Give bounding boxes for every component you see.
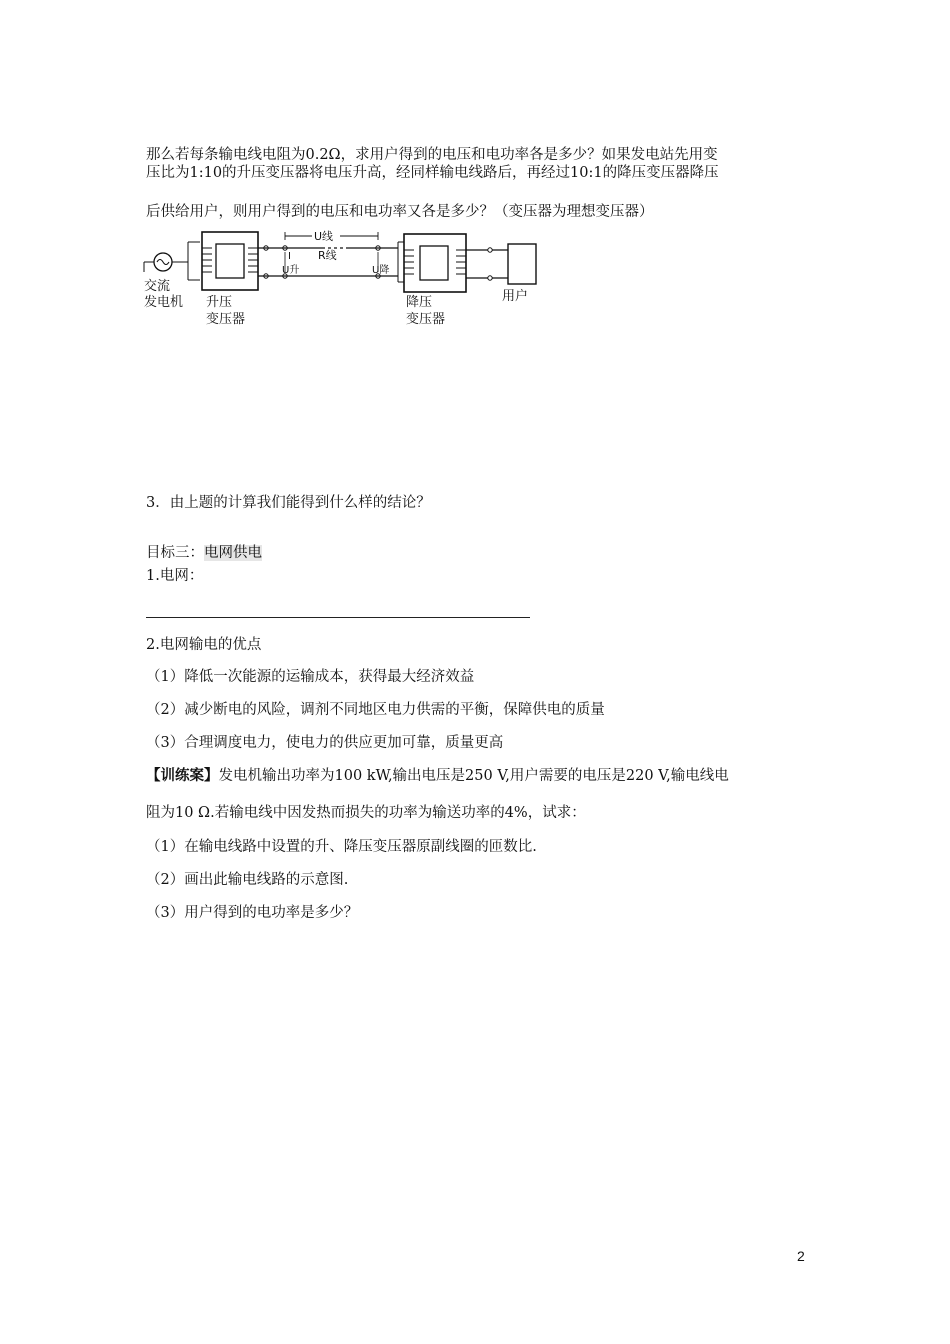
page-number: 2 xyxy=(797,1248,805,1264)
answer-blank-line xyxy=(146,617,530,618)
user-label: 用户 xyxy=(502,289,529,304)
advantage-2: （2）减少断电的风险，调剂不同地区电力供需的平衡，保障供电的质量 xyxy=(146,702,605,718)
current-label: I xyxy=(288,251,291,262)
training-q1: （1）在输电线路中设置的升、降压变压器原副线圈的匝数比. xyxy=(146,839,537,855)
problem-line-2: 压比为1:10的升压变压器将电压升高，经同样输电线路后，再经过10:1的降压变压器降压 xyxy=(146,165,719,181)
generator-label-2: 发电机 xyxy=(144,295,184,310)
r-line-label: R线 xyxy=(318,249,337,262)
u-line-label: U线 xyxy=(314,230,334,243)
goal-3-prefix: 目标三： xyxy=(146,545,204,561)
power-transmission-diagram xyxy=(140,226,560,336)
advantage-3: （3）合理调度电力，使电力的供应更加可靠，质量更高 xyxy=(146,735,504,751)
goal-3-heading xyxy=(146,543,262,563)
step-up-transformer-icon xyxy=(202,232,258,290)
step-up-label-2: 变压器 xyxy=(206,312,246,327)
grid-item-1: 1.电网： xyxy=(146,568,204,584)
training-tag: 【训练案】 xyxy=(146,768,219,784)
problem-line-3: 后供给用户，则用户得到的电压和电功率又各是多少？（变压器为理想变压器） xyxy=(146,204,654,220)
step-down-label-1: 降压 xyxy=(406,295,433,310)
question-3: 3．由上题的计算我们能得到什么样的结论？ xyxy=(146,495,431,511)
training-q3: （3）用户得到的电功率是多少？ xyxy=(146,905,359,921)
step-down-transformer-icon xyxy=(404,234,466,292)
training-line-1 xyxy=(146,766,729,786)
training-q2: （2）画出此输电线路的示意图. xyxy=(146,872,349,888)
generator-label-1: 交流 xyxy=(144,279,171,294)
user-load-icon xyxy=(508,244,536,284)
step-down-label-2: 变压器 xyxy=(406,312,446,327)
problem-line-1: 那么若每条输电线电阻为0.2Ω，求用户得到的电压和电功率各是多少？如果发电站先用变 xyxy=(146,147,718,163)
u-up-label: U升 xyxy=(282,265,300,276)
u-down-label: U降 xyxy=(372,265,390,276)
advantage-1: （1）降低一次能源的运输成本，获得最大经济效益 xyxy=(146,669,475,685)
step-up-label-1: 升压 xyxy=(206,295,233,310)
training-line-2: 阻为10 Ω.若输电线中因发热而损失的功率为输送功率的4%，试求： xyxy=(146,805,586,821)
grid-item-2: 2.电网输电的优点 xyxy=(146,637,262,653)
training-text-1: 发电机输出功率为100 kW,输出电压是250 V,用户需要的电压是220 V,输电线电 xyxy=(218,768,729,784)
goal-3-title: 电网供电 xyxy=(204,545,262,561)
